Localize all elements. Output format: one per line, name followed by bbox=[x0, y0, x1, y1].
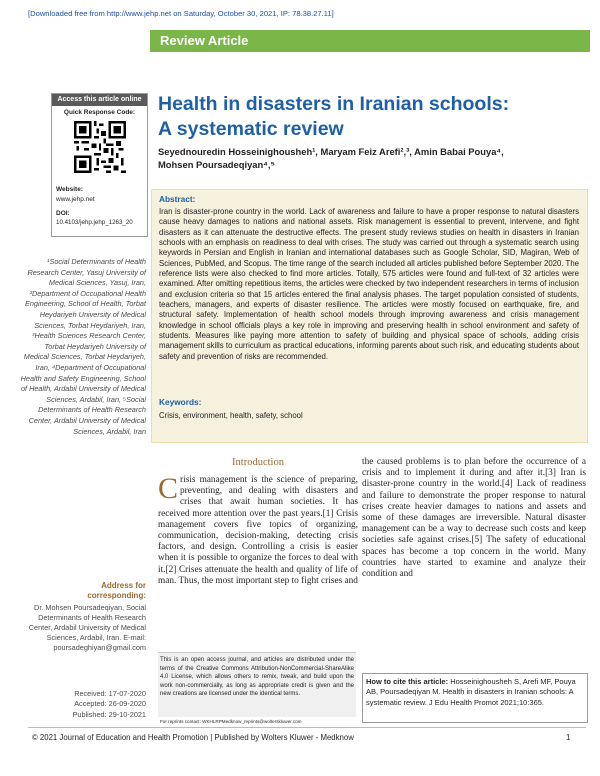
body-column-2: the caused problems is to plan before the occurrence of a crisis and to implement it during and after it.[3] Iran is disaster-prone country in the world.[4] Lack of readiness and failure to demonstrate the proper response to natural crises create heavier damages to nations and assets and some of these damages are irreversible. Natural disaster management can be a way to decrease such costs and keep societies safe against crises.[5] The safety of educational spaces has become a top concern in the world. Many countries have started to examine and analyze their condition and bbox=[362, 457, 586, 580]
download-banner: [Downloaded free from http://www.jehp.net on Saturday, October 30, 2021, IP: 78.38.27.11] bbox=[28, 9, 334, 18]
published-date: Published: 29-10-2021 bbox=[72, 709, 146, 719]
footer-text: © 2021 Journal of Education and Health Promotion | Published by Wolters Kluwer - Medknow bbox=[32, 733, 354, 742]
doi-label: DOI: bbox=[56, 210, 70, 217]
drop-cap: C bbox=[158, 472, 179, 505]
introduction-heading: Introduction bbox=[232, 457, 284, 468]
correspondence-title: Address for corresponding: bbox=[87, 581, 146, 600]
doi-link[interactable]: 10.4103/jehp.jehp_1263_20 bbox=[56, 219, 133, 226]
correspondence-details: Dr. Mohsen Poursadeqiyan, Social Determinants of Health Research Center, Ardabil University of Medical Sciences, Ardabil, Iran. E-mail: poursadeghiyan@gmail.com bbox=[28, 603, 146, 652]
keywords-text: Crisis, environment, health, safety, school bbox=[159, 411, 303, 420]
section-label: Review Article bbox=[160, 33, 249, 48]
received-date: Received: 17-07-2020 bbox=[74, 689, 146, 698]
footer-rule bbox=[28, 727, 586, 728]
title-line-2: A systematic review bbox=[158, 118, 344, 140]
affiliations: ¹Social Determinants of Health Research Center, Yasuj University of Medical Sciences, Yasuj, Iran, ²Department of Occupational Health Engineering, School of Health, Torbat Heydariyeh University of Medical Sciences, Torbat Heydariyeh, Iran, ³Health Sciences Research Center, Torbat Heydariyeh University of Medical Sciences, Torbat Heydariyeh, Iran, ⁴Department of Occupational Health and Safety Engineering, School of Health, Ardabil University of Medical Sciences, Ardabil, Iran, ⁵Social Determinants of Health Research Center, Ardabil University of Medical Sciences, Ardabil, Iran bbox=[20, 257, 146, 436]
keywords-heading: Keywords: bbox=[159, 397, 202, 407]
citation-text bbox=[366, 677, 584, 708]
title-line-1: Health in disasters in Iranian schools: bbox=[158, 93, 510, 115]
website-link[interactable]: www.jehp.net bbox=[56, 196, 95, 203]
access-title: Access this article online bbox=[52, 94, 147, 106]
citation-body: Hosseinighousheh S, Arefi MF, Pouya AB, Poursadeqiyan M. Health in disasters in Iranian schools: A systematic review. J Edu Health Promot 2021;10:365. bbox=[366, 677, 576, 707]
reprints-contact: For reprints contact: WKHLRPMedknow_reprints@wolterskluwer.com bbox=[160, 719, 302, 724]
accepted-date: Accepted: 26-09-2020 bbox=[74, 699, 146, 709]
body-column-1-text: risis management is the science of preparing, preventing, and dealing with disasters and crises that await human societies. It has received more attention over the past years.[1] Crisis management covers five topics of organizing, communication, decision-making, detecting crisis factors, and design. Controlling a crisis is easier when it is possible to organize the forces to deal with it.[2] Crises attenuate the health and quality of life of man. Thus, the most important step to fight crises and bbox=[158, 475, 358, 586]
qr-code-icon[interactable] bbox=[74, 121, 126, 173]
qr-label: Quick Response Code: bbox=[63, 109, 136, 116]
citation-label: How to cite this article: bbox=[366, 677, 449, 686]
article-title bbox=[158, 92, 578, 142]
license-text: This is an open access journal, and articles are distributed under the terms of the Creative Commons Attribution-NonCommercial-ShareAlike 4.0 License, which allows others to remix, tweak, and build upon the work non-commercially, as long as appropriate credit is given and the new creations are licensed under the identical terms. bbox=[160, 657, 354, 698]
citation-box bbox=[362, 673, 588, 723]
abstract-box bbox=[151, 189, 588, 443]
authors bbox=[158, 145, 578, 171]
access-box bbox=[51, 93, 148, 237]
abstract-heading: Abstract: bbox=[159, 194, 196, 204]
body-column-1 bbox=[158, 472, 358, 587]
license-box bbox=[158, 652, 356, 717]
authors-line-1: Seyednouredin Hosseinighousheh¹, Maryam Feiz Arefi²,³, Amin Babai Pouya⁴, bbox=[158, 146, 504, 157]
authors-line-2: Mohsen Poursadeqiyan⁴,⁵ bbox=[158, 159, 275, 170]
page-number: 1 bbox=[566, 733, 571, 742]
abstract-text: Iran is disaster-prone country in the world. Lack of awareness and failure to have a proper response to natural disasters cause heavy damages to nations and national assets. Risk management is essential to prevent, intervene, and fight disasters as it can attenuate the destructive effects. The present study reviews studies on health in disasters in Iranian schools with an emphasis on readiness to deal with crises. The study was carried out through a systematic search using keywords in Persian and English in Iranian and international databases such as Google Scholar, SID, Magiran, Web of Sciences, PubMed, and Scopus. The time range of the search included all articles published before September 2020. The reference lists were also checked to find more articles. Totally, 575 articles were found and full-text of 32 articles were examined. After omitting repetitious items, the articles were checked by two independent researchers in terms of inclusion and exclusion criteria so that 15 articles entered the final analysis phases. The target population consisted of students, teachers, managers, and experts of disaster resilience. The articles were mostly focused on earthquake, fire, and structural safety. Implementation of health school models through improving awareness and crisis management knowledge in school officials plays a key role in improving and preserving health in school environment and safety of students. Measures like paying more attention to safety of building and physical space of schools, adding crisis management skills to curriculum as practical educations, informing parents about such risk, and educating students about safety and prevention of risks are recommended. bbox=[159, 207, 579, 361]
article-dates bbox=[40, 689, 146, 720]
website-label: Website: bbox=[56, 186, 83, 193]
